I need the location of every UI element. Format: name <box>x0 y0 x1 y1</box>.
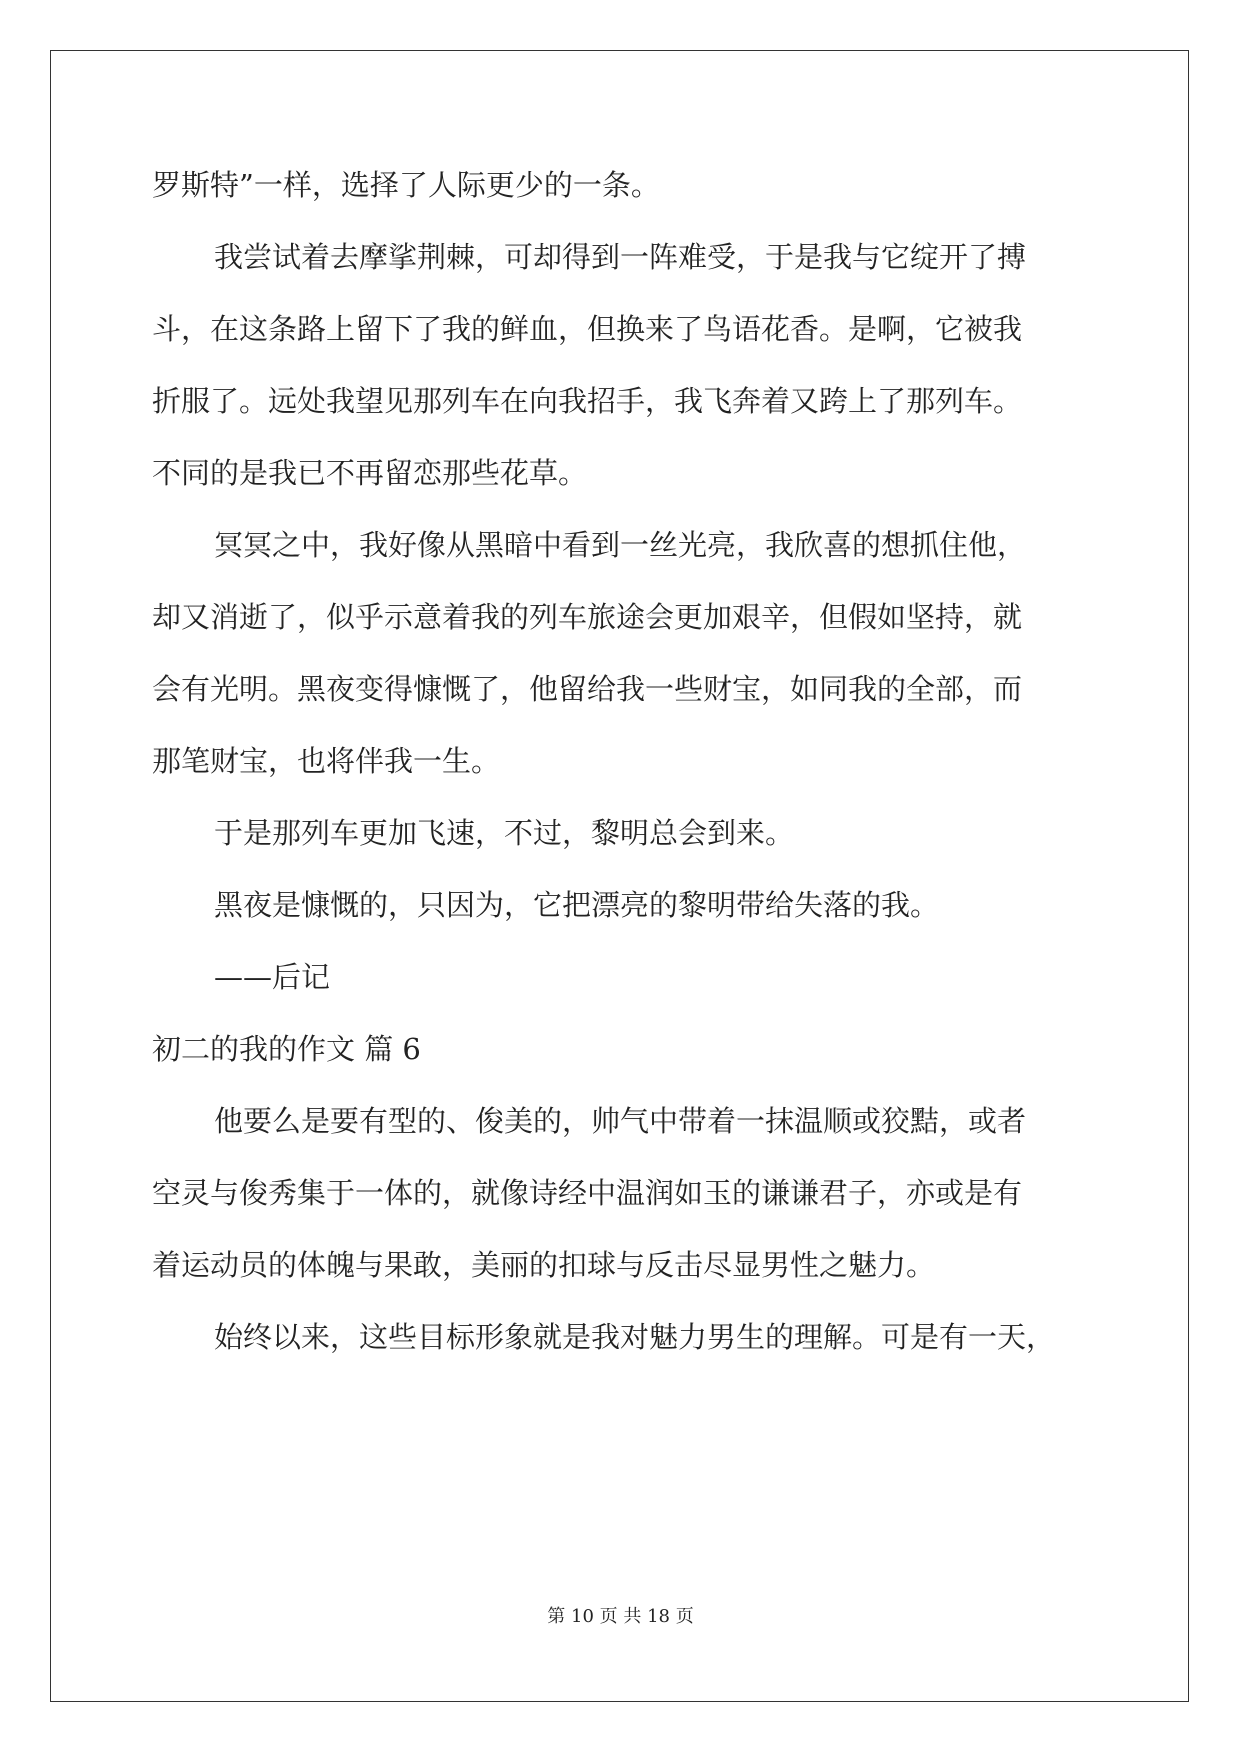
page-frame <box>50 50 1189 1702</box>
paragraph-line: ——后记 <box>214 960 331 994</box>
paragraph-line: 着运动员的体魄与果敢，美丽的扣球与反击尽显男性之魅力。 <box>152 1248 936 1282</box>
paragraph-line: 空灵与俊秀集于一体的，就像诗经中温润如玉的谦谦君子，亦或是有 <box>152 1176 1023 1210</box>
paragraph-line: 我尝试着去摩挲荆棘，可却得到一阵难受，于是我与它绽开了搏 <box>214 240 1027 274</box>
page-number-footer: 第 10 页 共 18 页 <box>547 1606 694 1627</box>
paragraph-line: 于是那列车更加飞速，不过，黎明总会到来。 <box>214 816 795 850</box>
paragraph-line: 会有光明。黑夜变得慷慨了，他留给我一些财宝，如同我的全部，而 <box>152 672 1023 706</box>
paragraph-line: 冥冥之中，我好像从黑暗中看到一丝光亮，我欣喜的想抓住他， <box>214 528 1027 562</box>
section-heading: 初二的我的作文 篇 6 <box>152 1032 421 1066</box>
paragraph-line: 却又消逝了，似乎示意着我的列车旅途会更加艰辛，但假如坚持，就 <box>152 600 1023 634</box>
paragraph-line: 折服了。远处我望见那列车在向我招手，我飞奔着又跨上了那列车。 <box>152 384 1023 418</box>
paragraph-line: 斗，在这条路上留下了我的鲜血，但换来了鸟语花香。是啊，它被我 <box>152 312 1023 346</box>
paragraph-line: 他要么是要有型的、俊美的，帅气中带着一抹温顺或狡黠，或者 <box>214 1104 1027 1138</box>
paragraph-line: 黑夜是慷慨的，只因为，它把漂亮的黎明带给失落的我。 <box>214 888 940 922</box>
paragraph-line: 罗斯特”一样，选择了人际更少的一条。 <box>152 168 660 202</box>
paragraph-line: 那笔财宝，也将伴我一生。 <box>152 744 501 778</box>
paragraph-line: 始终以来，这些目标形象就是我对魅力男生的理解。可是有一天， <box>214 1320 1056 1354</box>
paragraph-line: 不同的是我已不再留恋那些花草。 <box>152 456 588 490</box>
